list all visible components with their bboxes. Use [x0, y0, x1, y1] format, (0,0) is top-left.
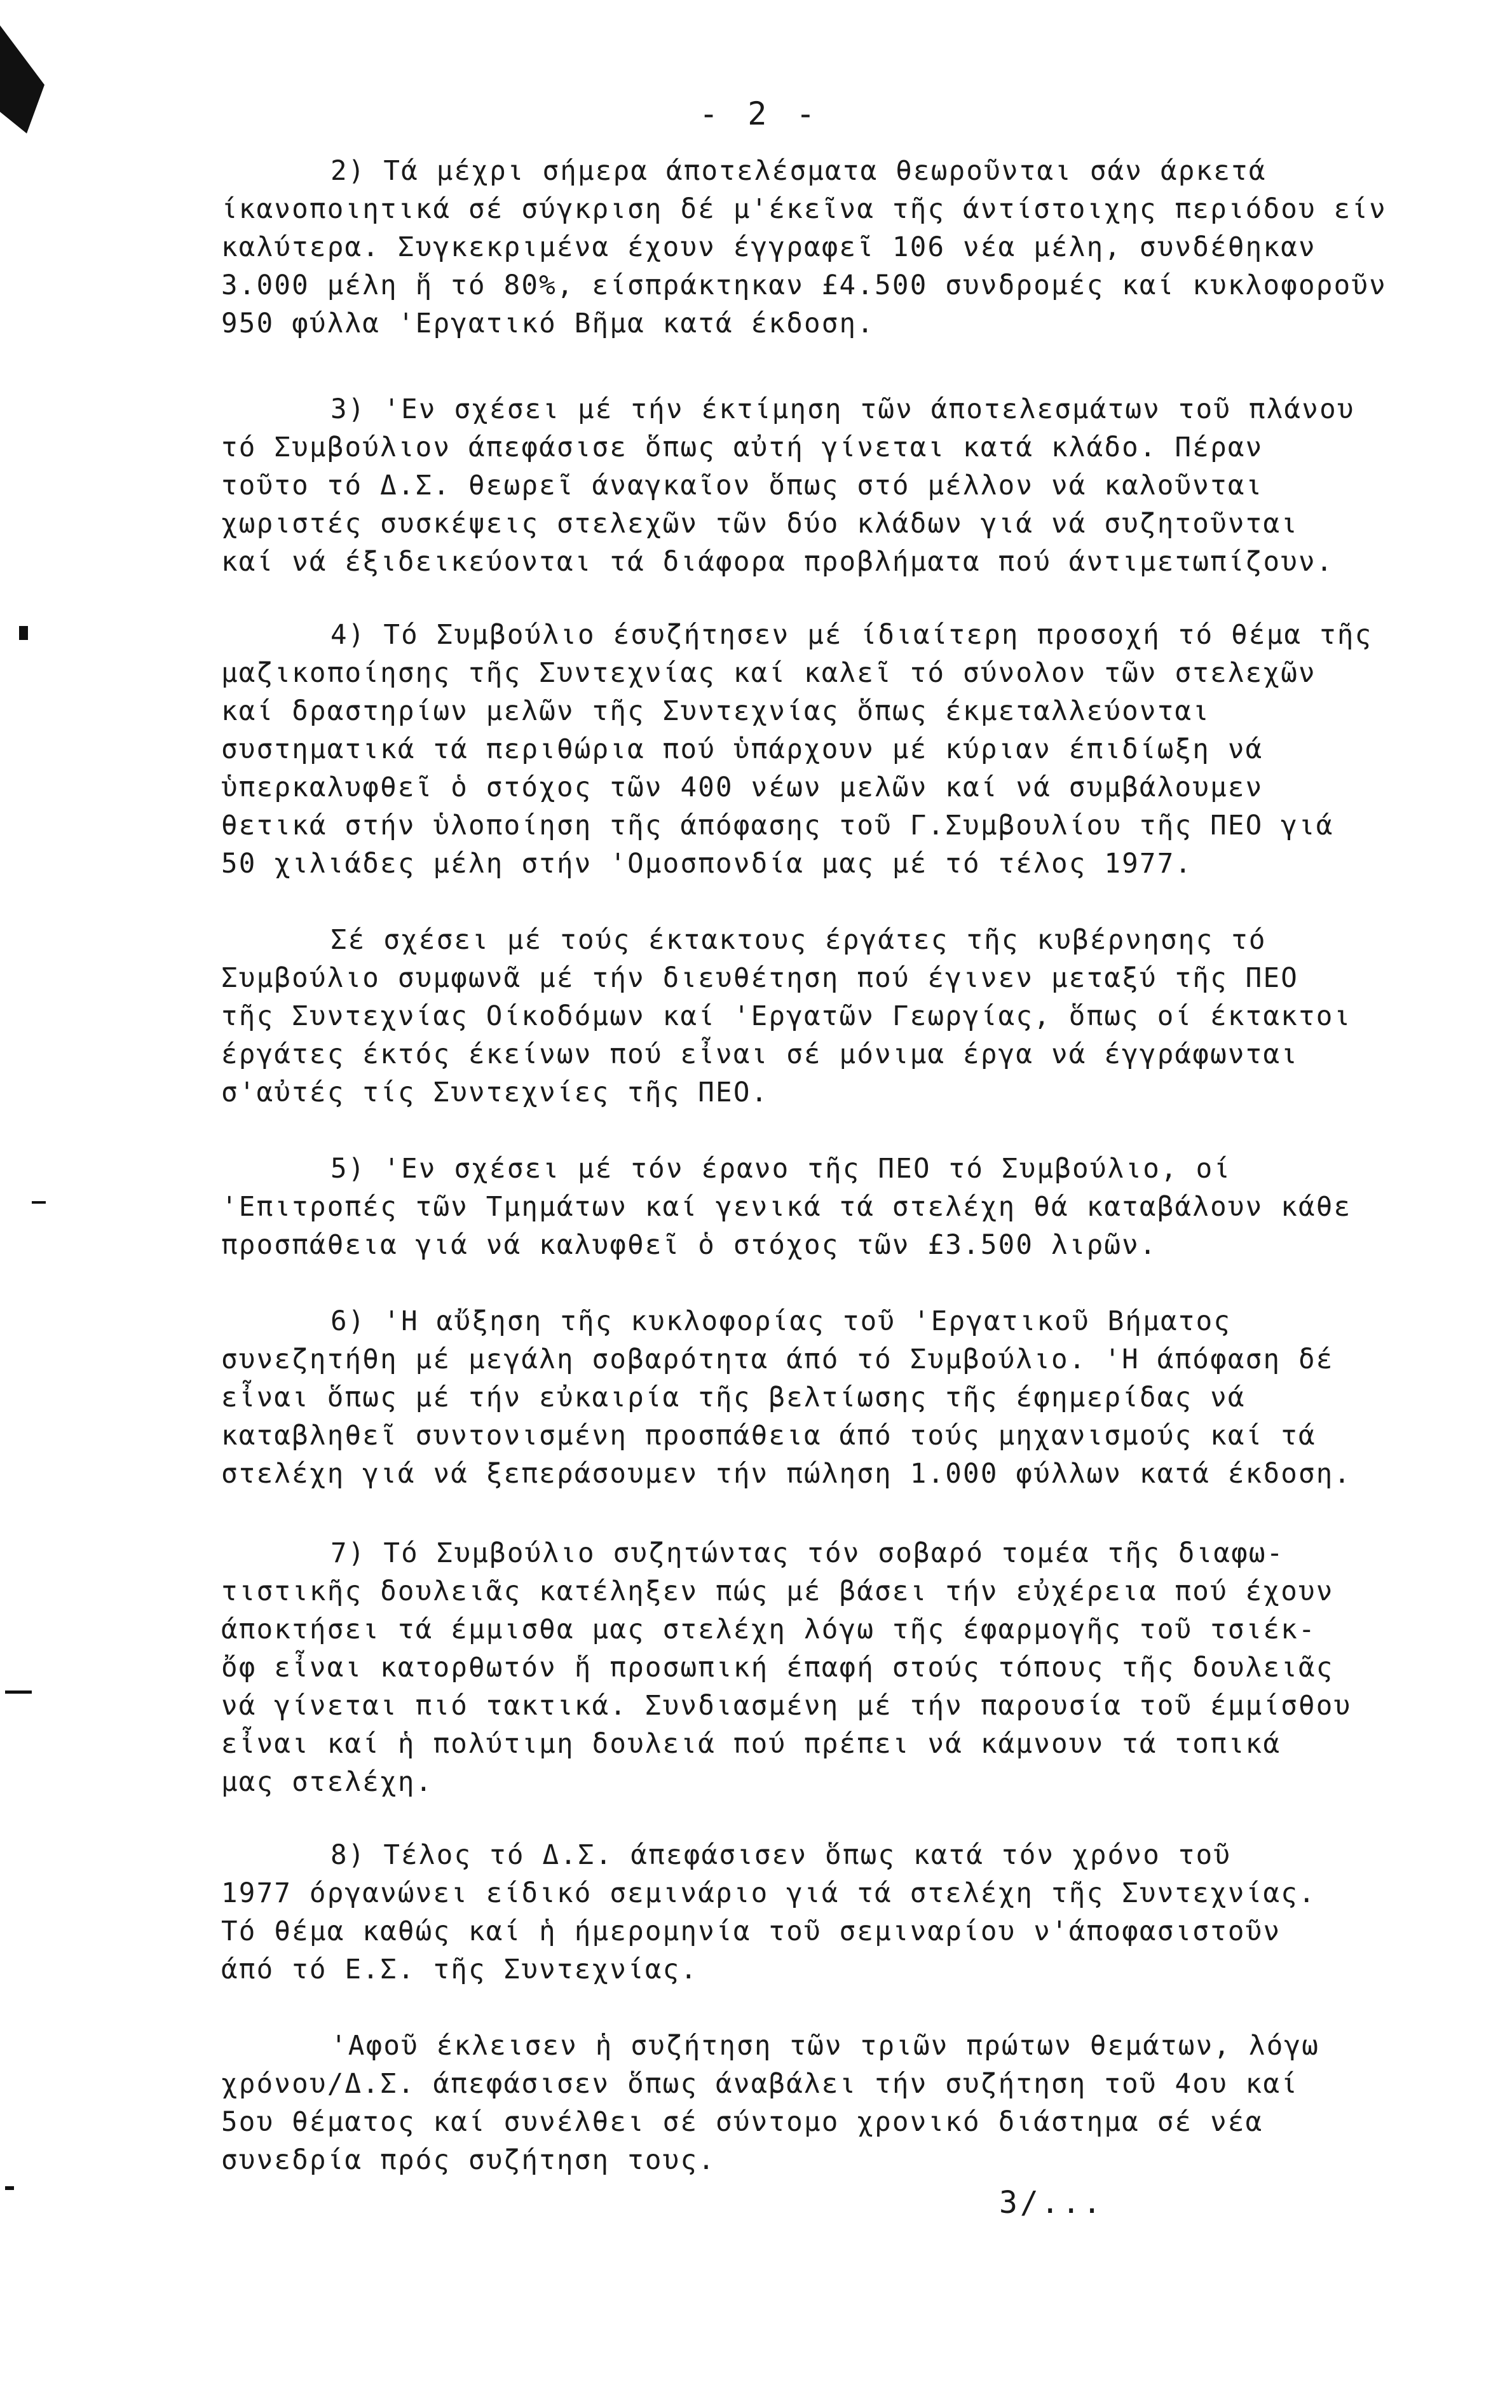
text-line: τοῦτο τό Δ.Σ. θεωρεῖ άναγκαῖον ὅπως στό μέλλον νά καλοῦνται — [221, 470, 1263, 501]
text-line: Συμβούλιο συμφωνᾶ μέ τήν διευθέτηση πού έγινεν μεταξύ τῆς ΠΕΟ — [221, 963, 1299, 994]
text-line: συνεζητήθη μέ μεγάλη σοβαρότητα άπό τό Συμβούλιο. 'Η άπόφαση δέ — [221, 1344, 1334, 1375]
text-line: μαζικοποίησης τῆς Συντεχνίας καί καλεῖ τό σύνολον τῶν στελεχῶν — [221, 658, 1316, 689]
text-line: ὄφ εἶναι κατορθωτόν ἥ προσωπική έπαφή στούς τόπους τῆς δουλειᾶς — [221, 1652, 1334, 1684]
scan-corner-mark — [0, 25, 44, 133]
text-line: μας στελέχη. — [221, 1767, 433, 1798]
text-line: τό Συμβούλιον άπεφάσισε ὅπως αὐτή γίνεται κατά κλάδο. Πέραν — [221, 432, 1263, 463]
text-line: 4) Τό Συμβούλιο έσυζήτησεν μέ ίδιαίτερη προσοχή τό θέμα τῆς — [330, 620, 1373, 651]
text-line: καί δραστηρίων μελῶν τῆς Συντεχνίας ὅπως έκμεταλλεύονται — [221, 696, 1211, 727]
text-line: συνεδρία πρός συζήτηση τους. — [221, 2145, 716, 2176]
text-line: 3) 'Εν σχέσει μέ τήν έκτίμηση τῶν άποτελεσμάτων τοῦ πλάνου — [330, 394, 1355, 425]
next-page-marker: 3/... — [999, 2185, 1104, 2221]
text-line: 8) Τέλος τό Δ.Σ. άπεφάσισεν ὅπως κατά τόν χρόνο τοῦ — [330, 1840, 1232, 1871]
text-line: 6) 'Η αὔξηση τῆς κυκλοφορίας τοῦ 'Εργατικοῦ Βήματος — [330, 1306, 1232, 1337]
text-line: συστηματικά τά περιθώρια πού ὑπάρχουν μέ κύριαν έπιδίωξη νά — [221, 734, 1263, 765]
text-line: νά γίνεται πιό τακτικά. Συνδιασμένη μέ τήν παρουσία τοῦ έμμίσθου — [221, 1690, 1352, 1722]
text-line: καταβληθεῖ συντονισμένη προσπάθεια άπό τούς μηχανισμούς καί τά — [221, 1420, 1316, 1452]
text-line: 1977 όργανώνει είδικό σεμινάριο γιά τά στελέχη τῆς Συντεχνίας. — [221, 1878, 1316, 1909]
text-line: άποκτήσει τά έμμισθα μας στελέχη λόγω τῆς έφαρμογῆς τοῦ τσιέκ- — [221, 1614, 1316, 1645]
text-line: 7) Τό Συμβούλιο συζητώντας τόν σοβαρό τομέα τῆς διαφω- — [330, 1538, 1284, 1569]
text-line: έργάτες έκτός έκείνων πού εἶναι σέ μόνιμα έργα νά έγγράφωνται — [221, 1039, 1299, 1070]
page-number: - 2 - — [699, 95, 821, 132]
scan-speck — [19, 626, 28, 640]
text-line: άπό τό Ε.Σ. τῆς Συντεχνίας. — [221, 1954, 698, 1985]
text-line: χωριστές συσκέψεις στελεχῶν τῶν δύο κλάδων γιά νά συζητοῦνται — [221, 508, 1299, 540]
text-line: χρόνου/Δ.Σ. άπεφάσισεν ὅπως άναβάλει τήν συζήτηση τοῦ 4ου καί — [221, 2069, 1299, 2100]
text-line: προσπάθεια γιά νά καλυφθεῖ ὁ στόχος τῶν £3.500 λιρῶν. — [221, 1230, 1157, 1261]
text-line: τιστικῆς δουλειᾶς κατέληξεν πώς μέ βάσει τήν εὐχέρεια πού έχουν — [221, 1576, 1334, 1607]
text-line: καλύτερα. Συγκεκριμένα έχουν έγγραφεῖ 106 νέα μέλη, συνδέθηκαν — [221, 232, 1316, 263]
text-line: 950 φύλλα 'Εργατικό Βῆμα κατά έκδοση. — [221, 308, 875, 339]
text-line: 'Επιτροπές τῶν Τμημάτων καί γενικά τά στελέχη θά καταβάλουν κάθε — [221, 1192, 1352, 1223]
text-line: 5) 'Εν σχέσει μέ τόν έρανο τῆς ΠΕΟ τό Συμβούλιο, οί — [330, 1153, 1232, 1185]
scan-speck — [32, 1201, 46, 1204]
text-line: ὑπερκαλυφθεῖ ὁ στόχος τῶν 400 νέων μελῶν καί νά συμβάλουμεν — [221, 772, 1263, 803]
text-line: 'Αφοῦ έκλεισεν ἡ συζήτηση τῶν τριῶν πρώτων θεμάτων, λόγω — [330, 2030, 1320, 2062]
text-line: εἶναι ὅπως μέ τήν εὐκαιρία τῆς βελτίωσης τῆς έφημερίδας νά — [221, 1382, 1246, 1413]
text-line: 2) Τά μέχρι σήμερα άποτελέσματα θεωροῦνται σάν άρκετά — [330, 156, 1267, 187]
text-line: 50 χιλιάδες μέλη στήν 'Ομοσπονδία μας μέ τό τέλος 1977. — [221, 848, 1193, 880]
scan-speck — [5, 1690, 32, 1694]
text-line: τῆς Συντεχνίας Οίκοδόμων καί 'Εργατῶν Γεωργίας, ὅπως οί έκτακτοι — [221, 1001, 1352, 1032]
scan-speck — [5, 2186, 14, 2190]
text-line: 5ου θέματος καί συνέλθει σέ σύντομο χρονικό διάστημα σέ νέα — [221, 2107, 1263, 2138]
text-line: σ'αὐτές τίς Συντεχνίες τῆς ΠΕΟ. — [221, 1077, 769, 1108]
text-line: καί νά έξιδεικεύονται τά διάφορα προβλήματα πού άντιμετωπίζουν. — [221, 547, 1334, 578]
text-line: Σέ σχέσει μέ τούς έκτακτους έργάτες τῆς κυβέρνησης τό — [330, 925, 1267, 956]
text-line: θετικά στήν ὑλοποίηση τῆς άπόφασης τοῦ Γ.Συμβουλίου τῆς ΠΕΟ γιά — [221, 810, 1334, 841]
text-line: στελέχη γιά νά ξεπεράσουμεν τήν πώληση 1.000 φύλλων κατά έκδοση. — [221, 1459, 1352, 1490]
text-line: εἶναι καί ἡ πολύτιμη δουλειά πού πρέπει νά κάμνουν τά τοπικά — [221, 1729, 1281, 1760]
text-line: ίκανοποιητικά σέ σύγκριση δέ μ'έκεῖνα τῆς άντίστοιχης περιόδου είν — [221, 194, 1387, 225]
text-line: Τό θέμα καθώς καί ἡ ήμερομηνία τοῦ σεμιναρίου ν'άποφασιστοῦν — [221, 1916, 1281, 1947]
text-line: 3.000 μέλη ἥ τό 80%, είσπράκτηκαν £4.500 συνδρομές καί κυκλοφοροῦν — [221, 270, 1387, 301]
